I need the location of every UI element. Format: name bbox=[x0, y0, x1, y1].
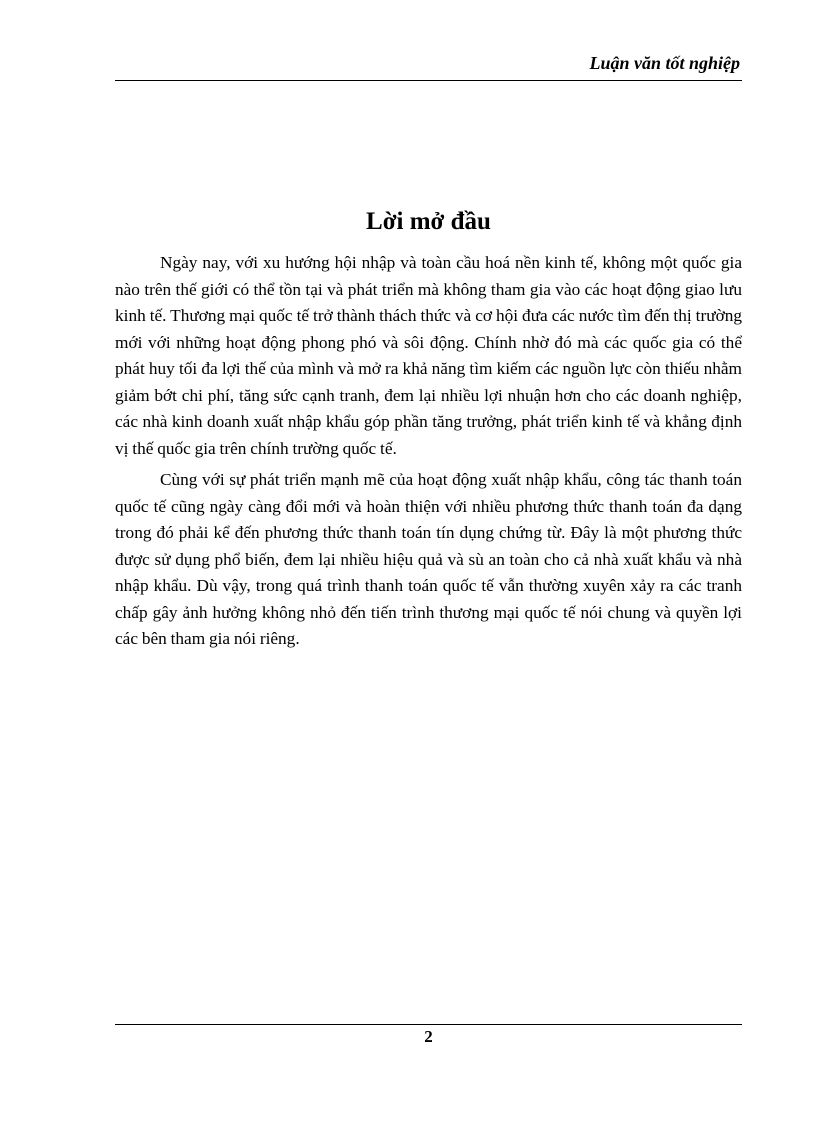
chapter-title: Lời mở đầu bbox=[366, 208, 491, 235]
paragraph: Ngày nay, với xu hướng hội nhập và toàn cầu hoá nền kinh tế, không một quốc gia nào trên thế giới có thể tồn tại và phát triển mà không tham gia vào các hoạt động giao lưu kinh tế. Thương mại quốc tế trở thành thách thức và cơ hội đưa các nước tìm đến thị trường mới với những hoạt động phong phó và sôi động. Chính nhờ đó mà các quốc gia có thể phát huy tối đa lợi thế của mình và mở ra khả năng tìm kiếm các nguồn lực còn thiếu nhằm giảm bớt chi phí, tăng sức cạnh tranh, đem lại nhiều lợi nhuận hơn cho các doanh nghiệp, các nhà kinh doanh xuất nhập khẩu góp phần tăng trưởng, phát triển kinh tế và khẳng định vị thế quốc gia trên chính trường quốc tế. bbox=[115, 253, 742, 458]
page-number: 2 bbox=[424, 1027, 433, 1046]
body-text bbox=[115, 250, 742, 658]
paragraph: Cùng với sự phát triển mạnh mẽ của hoạt động xuất nhập khẩu, công tác thanh toán quốc tế cũng ngày càng đổi mới và hoàn thiện với nhiều phương thức thanh toán đa dạng trong đó phải kể đến phương thức thanh toán tín dụng chứng từ. Đây là một phương thức được sử dụng phổ biến, đem lại nhiều hiệu quả và sù an toàn cho cả nhà xuất khẩu và nhà nhập khẩu. Dù vậy, trong quá trình thanh toán quốc tế vẫn thường xuyên xảy ra các tranh chấp gây ảnh hưởng không nhỏ đến tiến trình thương mại quốc tế nói chung và quyền lợi các bên tham gia nói riêng. bbox=[115, 470, 742, 648]
header-divider bbox=[115, 80, 742, 81]
footer-divider bbox=[115, 1024, 742, 1025]
running-header-title: Luận văn tốt nghiệp bbox=[589, 53, 740, 73]
